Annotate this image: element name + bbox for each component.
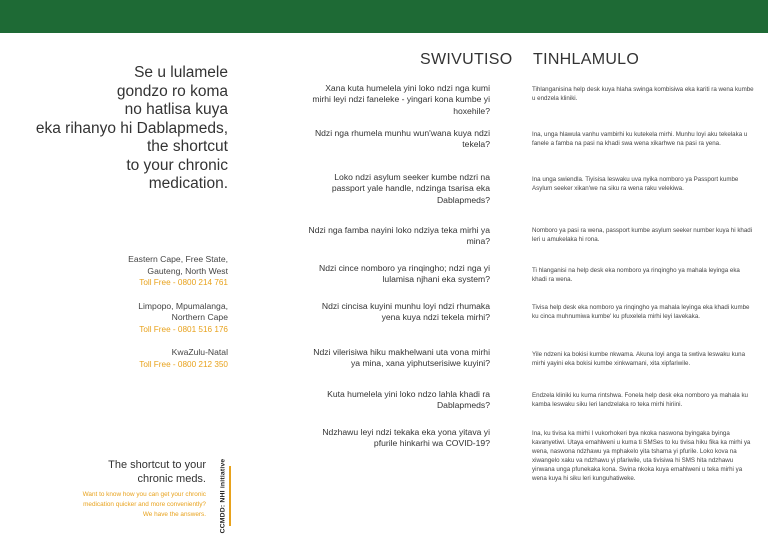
faq-question: Ndzi vilerisiwa hiku makhelwani uta vona mirhi ya mina, xana yiphutserisiwe kuyini? <box>313 347 490 369</box>
initiative-label-text: CCMDD: NHI initiative <box>219 458 227 534</box>
promo-text: Want to know how you can get your chronic <box>82 491 206 498</box>
hero-line: gondzo ro koma <box>116 82 228 100</box>
region-name: Eastern Cape, Free State, <box>128 254 228 264</box>
region-contacts <box>28 254 228 382</box>
promo-text: medication quicker and more conveniently? <box>83 501 206 508</box>
toll-free-number[interactable]: Toll Free - 0801 516 176 <box>139 324 228 334</box>
faq-question: Loko ndzi asylum seeker kumbe ndzri na passport yale handle, ndzinga tsarisa eka Dablapmeds? <box>331 172 490 205</box>
answers-heading: TINHLAMULO <box>533 51 640 68</box>
hero-line: no hatlisa kuya <box>124 101 228 118</box>
promo-block <box>0 459 206 520</box>
hero-line: the shortcut <box>147 138 228 155</box>
region-name: Gauteng, North West <box>147 265 228 276</box>
region-name: Northern Cape <box>171 312 228 322</box>
faq-question: Kuta humelela yini loko ndzo lahla khadi ra Dablapmeds? <box>327 389 490 411</box>
initiative-label <box>218 458 228 534</box>
faq-answer: Tivisa help desk eka nomboro ya rinqingho ya mahala leyinga eka khadi kumbe ku cinca muhnumiwa kumbe' ku pfuxelela mirhi leyi lavekaka. <box>532 304 750 320</box>
faq-question: Ndzhawu leyi ndzi tekaka eka yona yitava yi pfurile hinkarhi wa COVID-19? <box>322 427 490 449</box>
region-block <box>28 301 228 336</box>
region-name: Limpopo, Mpumalanga, <box>138 300 228 311</box>
faq-question: Ndzi cince nomboro ya rinqingho; ndzi nga yi lulamisa njhani eka system? <box>318 263 490 285</box>
toll-free-number[interactable]: Toll Free - 0800 214 761 <box>139 278 228 287</box>
promo-title: chronic meds. <box>137 472 206 485</box>
faq-answer: Endzela kliniki ku kuma rintshwa. Fonela help desk eka nomboro ya mahala ku kamba leswaku siku leri landzelaka ro teka mirhi hiriini. <box>532 392 748 408</box>
region-block <box>28 347 228 370</box>
top-banner <box>0 0 768 33</box>
hero-line: medication. <box>148 175 228 192</box>
promo-text: We have the answers. <box>142 511 206 518</box>
faq-answer: Ina unga swiendla. Tiyisisa leswaku uva nyika nomboro ya Passport kumbe Asylum seeker xikan'we na siku ra wena raku velekiwa. <box>532 176 739 192</box>
faq-answer: Ti hlanganisi na help desk eka nomboro ya rinqingho ya mahala leyinga eka khadi ra wena. <box>532 267 740 283</box>
faq-question: Ndzi nga rhumela munhu wun'wana kuya ndzi tekela? <box>314 128 490 150</box>
faq-answer: Tihlanganisina help desk kuya hlaha swinga kombisiwa eka kariti ra wena kumbe u endzela kliniki. <box>532 86 754 102</box>
accent-divider <box>229 466 231 526</box>
faq-question: Ndzi cincisa kuyini munhu loyi ndzi rhumaka yena kuya ndzi tekela mirhi? <box>321 301 490 323</box>
questions-heading: SWIVUTISO <box>420 51 513 68</box>
hero-line: Se u lulamele <box>134 64 228 81</box>
faq-question: Ndzi nga famba nayini loko ndziya teka mirhi ya mina? <box>308 225 490 247</box>
faq-answer: Ina, unga hlawula vanhu vambirhi ku kutekela mirhi. Munhu loyi aku tekelaka u fanele a famba na pasi na khadi swa wena xikarhwe na pasi ra yena. <box>532 131 748 147</box>
hero-heading <box>0 64 228 194</box>
hero-line: to your chronic <box>126 156 228 174</box>
faq-answer: Ina, ku tivisa ka mirhi I vukorhokeri bya nkoka naswona byingaka byinga kavanyetiwi. Utaya emahlweni u kuma ti SMSes to ku tivisa hiku fika ka mirhi ya wena, naswona ndzhawu ya mphakelo yita tshama yi pfurile. Loko kova na xiwangelo xaku va ndzhawu yi pfariwile, uta tivisiwa hi SMS hita ndzhawu yinwana unga pfunekaka kona. Swina nkoka kuya emahlweni u teka mirhi ya wena kuya hi siku leri kunguhatiweke. <box>532 430 751 482</box>
toll-free-number[interactable]: Toll Free - 0800 212 350 <box>139 359 228 369</box>
faq-question: Xana kuta humelela yini loko ndzi nga kumi mirhi leyi ndzi faneleke - yingari kona kumbe yi hoxehile? <box>312 83 490 116</box>
hero-line: eka rihanyo hi Dablapmeds, <box>35 119 228 137</box>
region-name: KwaZulu-Natal <box>171 347 228 357</box>
promo-title: The shortcut to your <box>108 459 206 471</box>
faq-answer: Yile ndzeni ka bokisi kumbe nkwama. Akuna loyi anga ta swtiva leswaku kuna mirhi yayini eka bokisi kumbe xinkwamani, xita xipfariwile. <box>532 351 746 367</box>
region-block <box>28 254 228 289</box>
faq-answer: Nomboro ya pasi ra wena, passport kumbe asylum seeker number kuya hi khadi leri u amukelaka hi rona. <box>532 227 753 243</box>
